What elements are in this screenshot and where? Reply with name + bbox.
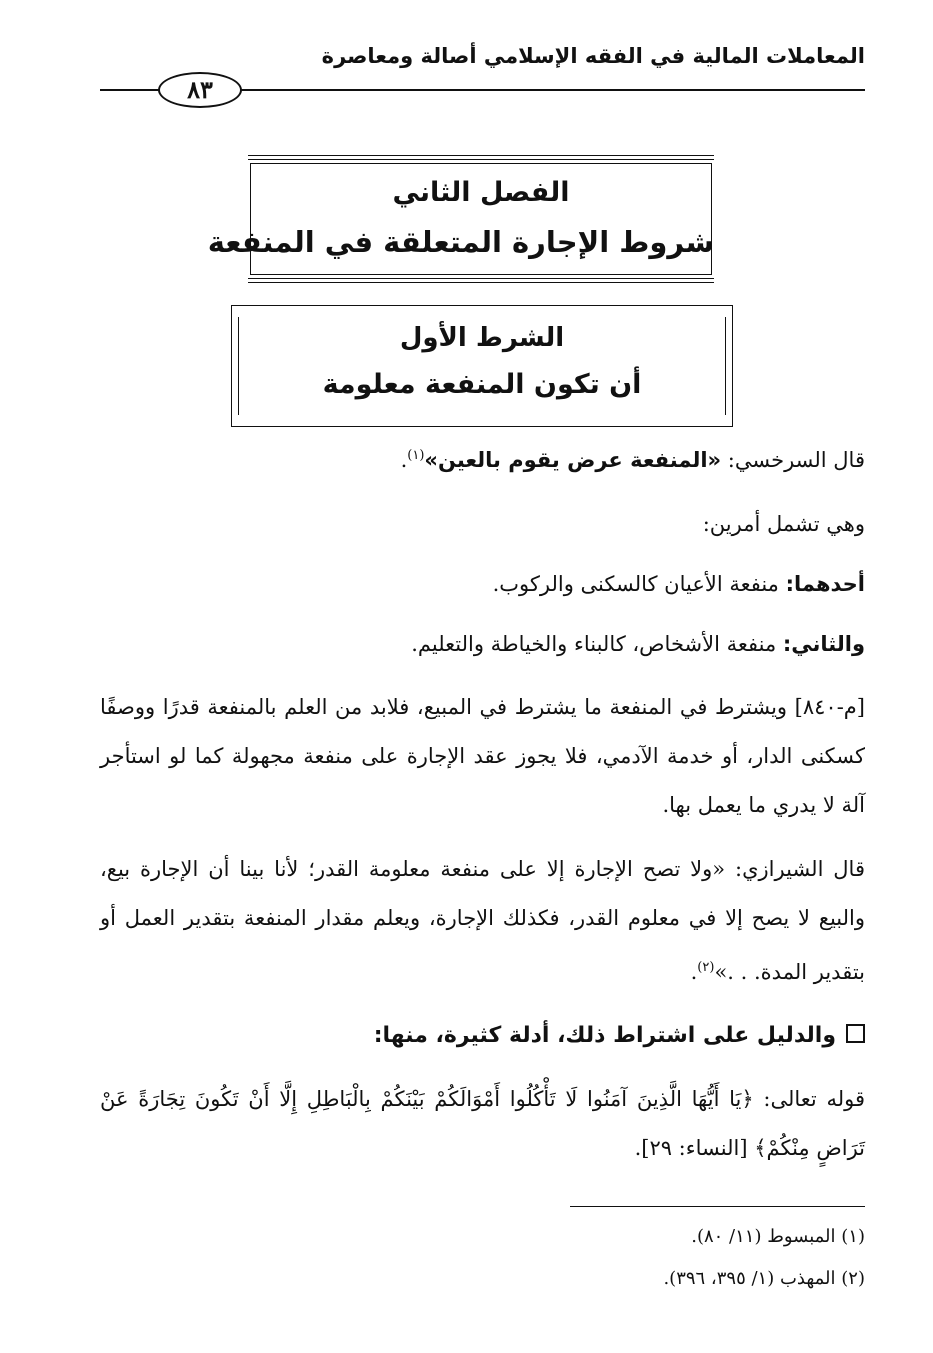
footnote-ref-1[interactable]: (١) <box>407 448 425 463</box>
condition-title: أن تكون المنفعة معلومة <box>322 369 642 400</box>
first-type-label: أحدهما: <box>785 572 865 596</box>
evidence-heading-text: والدليل على اشتراط ذلك، أدلة كثيرة، منها: <box>373 1023 836 1048</box>
footnote-1: (١) المبسوط (١١/ ٨٠). <box>691 1226 865 1247</box>
verse-intro: قوله تعالى: <box>753 1087 865 1111</box>
shirazi-text: قال الشيرازي: «ولا تصح الإجارة إلا على منفعة معلومة القدر؛ لأنا بينا أن الإجارة بيع، والبيع لا يصح إلا في معلوم القدر، فكذلك الإجارة، ويعلم مقدار المنفعة بتقدير العمل أو بتقدير المدة. . .» <box>100 857 865 984</box>
paragraph-sarakhsi <box>401 448 865 472</box>
paragraph-second-type <box>411 632 865 656</box>
second-type-label: والثاني: <box>782 632 865 656</box>
footnote-2: (٢) المهذب (١/ ٣٩٥، ٣٩٦). <box>663 1268 865 1289</box>
condition-label: الشرط الأول <box>399 323 565 353</box>
first-type-text: منفعة الأعيان كالسكنى والركوب. <box>492 572 786 596</box>
paragraph-shirazi <box>100 845 865 997</box>
sarakhsi-prefix: قال السرخسي: <box>721 448 865 472</box>
footnote-separator <box>570 1206 865 1207</box>
verse-text: ﴿يَا أَيُّهَا الَّذِينَ آمَنُوا لَا تَأْكُلُوا أَمْوَالَكُمْ بَيْنَكُمْ بِالْبَاطِلِ إِلَّا أَنْ تَكُونَ تِجَارَةً عَنْ تَرَاضٍ مِنْكُمْ﴾ <box>100 1087 865 1160</box>
chapter-title: شروط الإجارة المتعلقة في المنفعة <box>207 225 714 259</box>
evidence-heading <box>374 1023 865 1048</box>
chapter-box-bottom-rule <box>248 278 714 283</box>
chapter-label: الفصل الثاني <box>392 177 570 208</box>
chapter-title-box <box>207 155 714 283</box>
verse-reference: [النساء: ٢٩]. <box>634 1136 755 1160</box>
paragraph-first-type <box>493 572 865 596</box>
running-header: المعاملات المالية في الفقه الإسلامي أصالة ومعاصرة <box>321 44 865 68</box>
sarakhsi-end: . <box>400 448 408 472</box>
second-type-text: منفعة الأشخاص، كالبناء والخياطة والتعليم. <box>411 632 783 656</box>
shirazi-end: . <box>690 960 698 984</box>
footnote-ref-2[interactable]: (٢) <box>697 960 715 975</box>
paragraph-two-types: وهي تشمل أمرين: <box>702 512 865 536</box>
condition-title-box <box>231 305 733 427</box>
page-number: ٨٣ <box>158 72 242 108</box>
paragraph-m840: [م-٨٤٠] ويشترط في المنفعة ما يشترط في المبيع، فلابد من العلم بالمنفعة قدرًا ووصفًا كسكنى الدار، أو خدمة الآدمي، فلا يجوز عقد الإجارة على منفعة مجهولة كما لو استأجر آلة لا يدري ما يعمل بها. <box>100 695 865 817</box>
paragraph-verse <box>100 1075 865 1173</box>
sarakhsi-quote: «المنفعة عرض يقوم بالعين» <box>424 448 722 472</box>
square-bullet-icon <box>846 1024 865 1043</box>
chapter-box-top-rule <box>248 155 714 160</box>
